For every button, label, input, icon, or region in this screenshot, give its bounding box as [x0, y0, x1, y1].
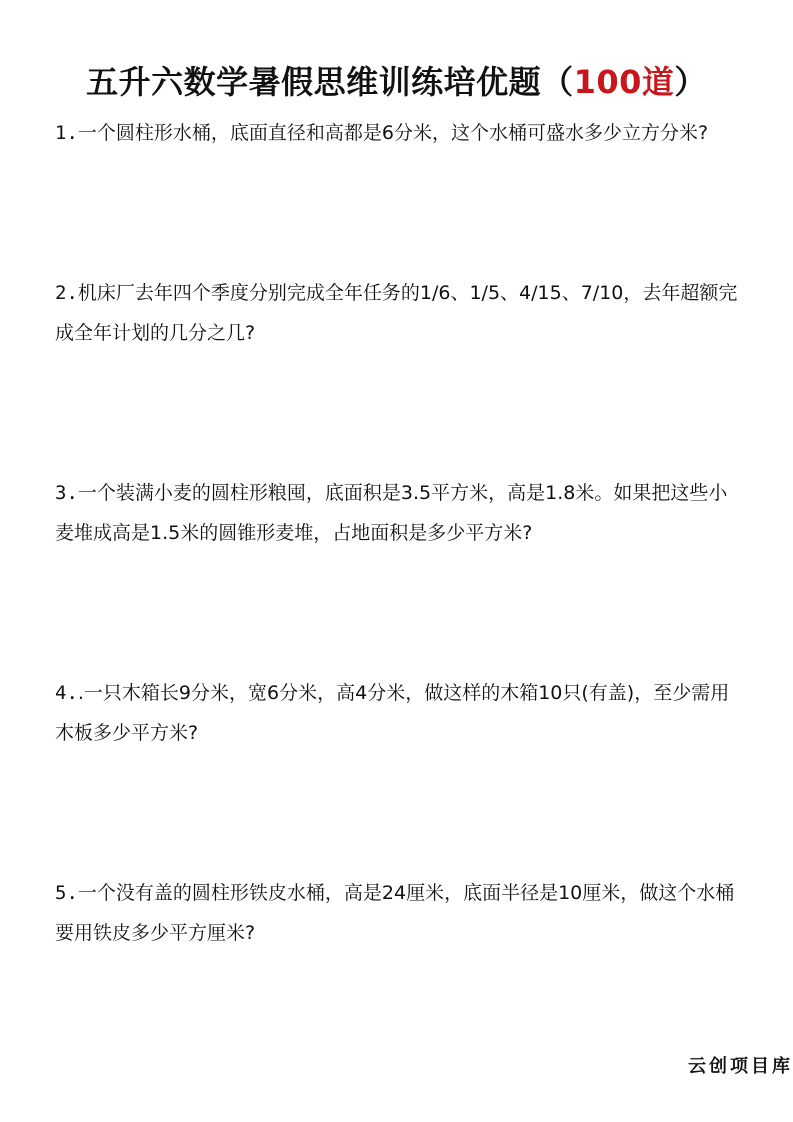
question-text: 一个没有盖的圆柱形铁皮水桶，高是24厘米，底面半径是10厘米，做这个水桶要用铁皮多少平方厘米? — [55, 882, 735, 944]
question-text: 一个圆柱形水桶，底面直径和高都是6分米，这个水桶可盛水多少立方分米? — [77, 122, 709, 144]
title-close: ） — [674, 63, 707, 101]
question-text: 一个装满小麦的圆柱形粮囤，底面积是3.5平方米，高是1.8米。如果把这些小麦堆成高是1.5米的圆锥形麦堆，占地面积是多少平方米? — [55, 482, 728, 544]
question-5 — [55, 873, 745, 953]
question-number: 4. — [55, 682, 78, 704]
question-text: .一只木箱长9分米，宽6分米，高4分米，做这样的木箱10只(有盖)，至少需用木板多少平方米? — [55, 682, 730, 744]
question-text: 机床厂去年四个季度分别完成全年任务的1/6、1/5、4/15、7/10，去年超额完成全年计划的几分之几? — [55, 282, 738, 344]
question-4 — [55, 673, 745, 753]
question-number: 3. — [55, 482, 78, 504]
watermark-text: 云创项目库 — [688, 1056, 793, 1077]
title-main: 五升六数学暑假思维训练培优题（ — [86, 63, 574, 101]
question-number: 2. — [55, 282, 78, 304]
question-3 — [55, 473, 745, 553]
question-number: 5. — [55, 882, 78, 904]
question-number: 1. — [55, 122, 78, 144]
question-2 — [55, 273, 745, 353]
page-title — [0, 60, 793, 104]
question-1 — [55, 113, 745, 153]
title-count-accent: 100道 — [573, 63, 675, 101]
